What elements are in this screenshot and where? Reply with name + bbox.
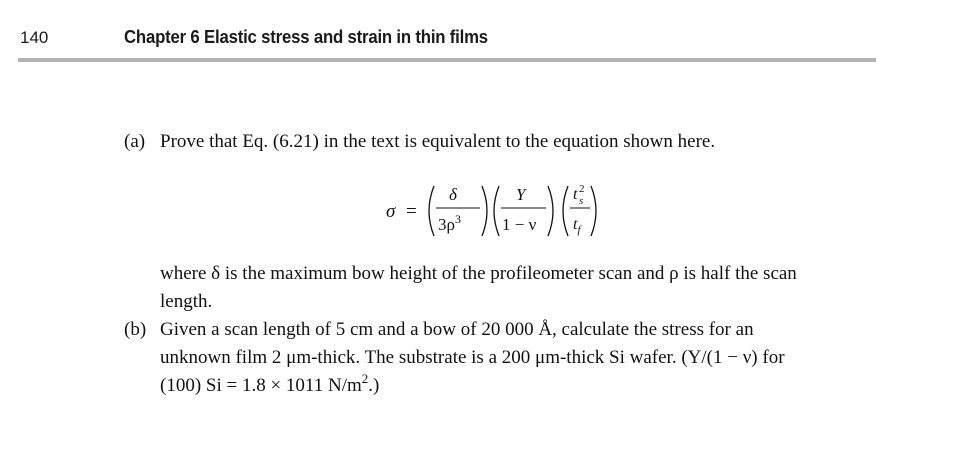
- part-b-line-1: Given a scan length of 5 cm and a bow of 20 000 Å, calculate the stress for an: [160, 319, 754, 340]
- running-head: [18, 26, 876, 56]
- chapter-title: Chapter 6 Elastic stress and strain in thin films: [124, 27, 488, 47]
- frac3-numerator-sub: s: [579, 195, 584, 207]
- equation-sigma: σ: [386, 201, 396, 222]
- header-rule: [18, 58, 876, 62]
- frac1-denominator: [438, 212, 461, 234]
- frac1-numerator: δ: [449, 185, 457, 204]
- frac3-denominator-sub: f: [577, 224, 581, 236]
- problem-part-b: [124, 316, 876, 400]
- frac3-denominator-base: t: [573, 216, 578, 233]
- paren-right-2: [548, 186, 553, 236]
- paren-left-3: [563, 186, 568, 236]
- part-a-label: (a): [124, 131, 146, 152]
- paren-left-1: [429, 186, 434, 236]
- problem-part-a: [124, 128, 876, 156]
- frac3-numerator: [573, 183, 585, 207]
- part-b-line-2: unknown film 2 μm-thick. The substrate is a 200 μm-thick Si wafer. (Y/(1 − ν) for: [160, 347, 785, 368]
- part-a-continuation-line-1: where δ is the maximum bow height of the profileometer scan and ρ is half the scan: [160, 263, 797, 284]
- part-b-line-3-superscript: 2: [361, 370, 369, 386]
- frac2-numerator: Y: [516, 185, 526, 204]
- paren-left-2: [494, 186, 499, 236]
- part-b-line-3: [160, 372, 876, 400]
- part-b-line-3-main: (100) Si = 1.8 × 1011 N/m: [160, 375, 362, 396]
- frac3-denominator: [573, 216, 582, 236]
- frac2-denominator: 1 − ν: [502, 215, 537, 234]
- frac1-denominator-exponent: 3: [454, 212, 461, 226]
- part-a-text: Prove that Eq. (6.21) in the text is equivalent to the equation shown here.: [160, 131, 716, 152]
- page-number: 140: [20, 28, 49, 47]
- stress-equation-svg: [386, 176, 666, 246]
- part-a-continuation-line-2: length.: [160, 291, 213, 312]
- frac3-numerator-sup: 2: [579, 183, 585, 195]
- frac1-denominator-base: 3ρ: [438, 215, 455, 234]
- frac3-numerator-base: t: [573, 186, 578, 203]
- part-b-line-3-end: .): [368, 375, 380, 396]
- stress-equation: [386, 176, 666, 246]
- paren-right-1: [482, 186, 487, 236]
- paren-right-3: [591, 186, 596, 236]
- equation-equals: =: [406, 201, 417, 222]
- part-a-continuation: [160, 260, 876, 316]
- part-b-label: (b): [124, 319, 147, 340]
- part-b-text: [160, 316, 876, 400]
